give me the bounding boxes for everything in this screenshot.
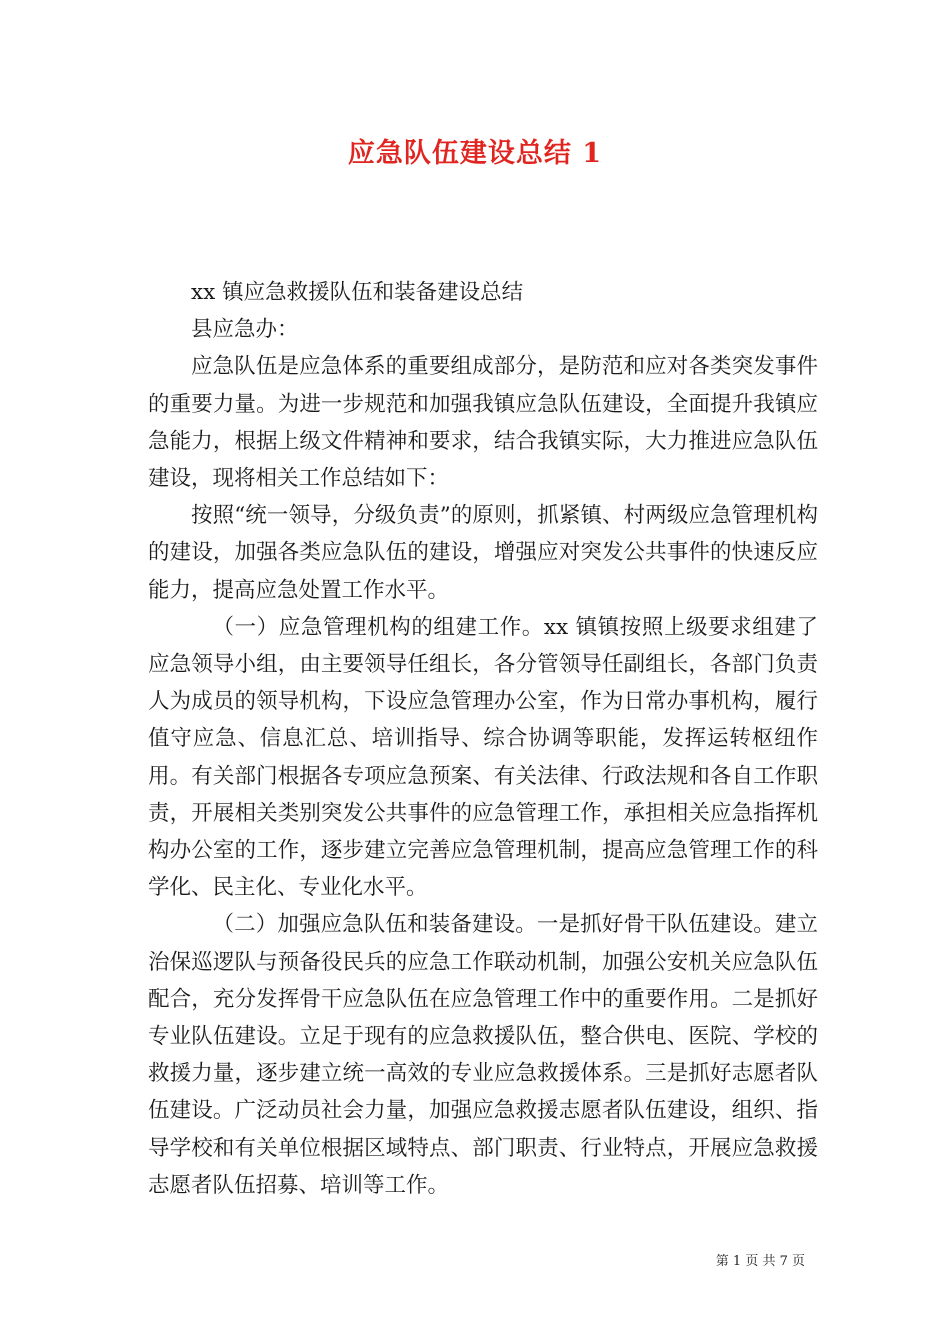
page-number: 第 1 页 共 7 页 xyxy=(715,1254,805,1269)
subject-line: xx 镇应急救援队伍和装备建设总结 xyxy=(191,280,524,305)
paragraph-section-one: （一）应急管理机构的组建工作。xx 镇镇按照上级要求组建了应急领导小组，由主要领导任组长，各分管领导任副组长，各部门负责人为成员的领导机构，下设应急管理办公室，作为日常办事机构，履行值守应急、信息汇总、培训指导、综合协调等职能，发挥运转枢纽作用。有关部门根据各专项应急预案、有关法律、行政法规和各自工作职责，开展相关类别突发公共事件的应急管理工作，承担相关应急指挥机构办公室的工作，逐步建立完善应急管理机制，提高应急管理工作的科学化、民主化、专业化水平。 xyxy=(148,614,818,901)
recipient-line: 县应急办： xyxy=(191,317,299,343)
paragraph-intro: 应急队伍是应急体系的重要组成部分，是防范和应对各类突发事件的重要力量。为进一步规范和加强我镇应急队伍建设，全面提升我镇应急能力，根据上级文件精神和要求，结合我镇实际，大力推进应急队伍建设，现将相关工作总结如下： xyxy=(148,354,818,492)
document-title: 应急队伍建设总结 1 xyxy=(347,138,603,169)
paragraph-section-two: （二）加强应急队伍和装备建设。一是抓好骨干队伍建设。建立治保巡逻队与预备役民兵的应急工作联动机制，加强公安机关应急队伍配合，充分发挥骨干应急队伍在应急管理工作中的重要作用。二是抓好专业队伍建设。立足于现有的应急救援队伍，整合供电、医院、学校的救援力量，逐步建立统一高效的专业应急救援体系。三是抓好志愿者队伍建设。广泛动员社会力量，加强应急救援志愿者队伍建设，组织、指导学校和有关单位根据区域特点、部门职责、行业特点，开展应急救援志愿者队伍招募、培训等工作。 xyxy=(148,912,818,1198)
paragraph-principle: 按照“统一领导，分级负责”的原则，抓紧镇、村两级应急管理机构的建设，加强各类应急队伍的建设，增强应对突发公共事件的快速反应能力，提高应急处置工作水平。 xyxy=(148,503,818,603)
document-body xyxy=(148,274,818,1204)
